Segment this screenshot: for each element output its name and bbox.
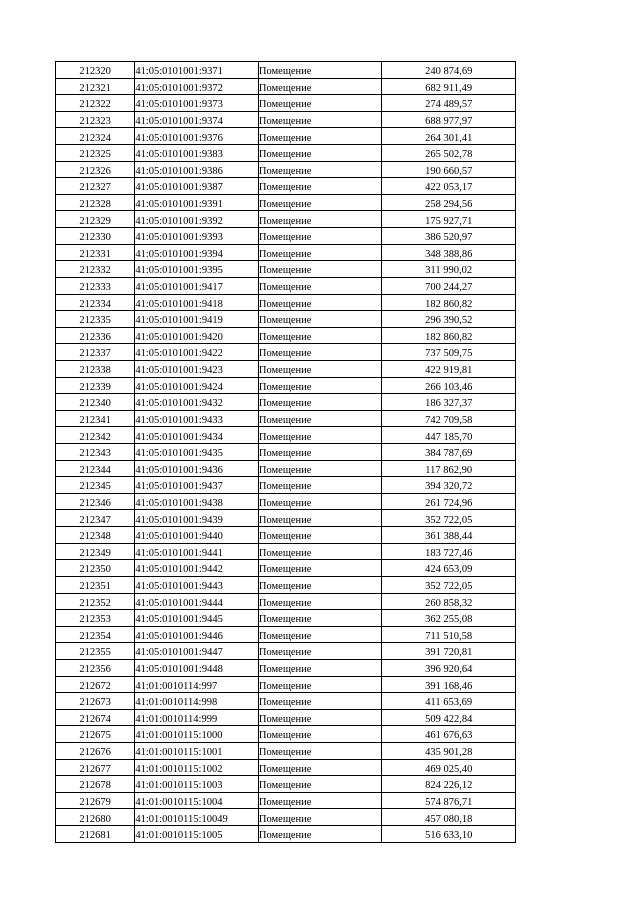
row-number-cell: 212352 (56, 593, 135, 610)
cadastral-value-cell: 384 787,69 (382, 444, 516, 461)
cadastral-value-cell: 411 653,69 (382, 693, 516, 710)
table-row (56, 709, 516, 726)
cadastral-value-cell: 742 709,58 (382, 410, 516, 427)
object-type-cell: Помещение (258, 444, 382, 461)
row-number-cell: 212675 (56, 726, 135, 743)
object-type-cell: Помещение (258, 543, 382, 560)
cadastral-number-cell: 41:05:0101001:9386 (135, 161, 259, 178)
row-number-cell: 212677 (56, 759, 135, 776)
row-number-cell: 212676 (56, 742, 135, 759)
object-type-cell: Помещение (258, 211, 382, 228)
object-type-cell: Помещение (258, 145, 382, 162)
object-type-cell: Помещение (258, 228, 382, 245)
object-type-cell: Помещение (258, 410, 382, 427)
cadastral-number-cell: 41:05:0101001:9418 (135, 294, 259, 311)
cadastral-number-cell: 41:05:0101001:9391 (135, 194, 259, 211)
row-number-cell: 212329 (56, 211, 135, 228)
cadastral-number-cell: 41:01:0010115:1000 (135, 726, 259, 743)
table-row (56, 676, 516, 693)
cadastral-value-cell: 175 927,71 (382, 211, 516, 228)
object-type-cell: Помещение (258, 327, 382, 344)
cadastral-number-cell: 41:01:0010114:997 (135, 676, 259, 693)
table-row (56, 610, 516, 627)
table-row (56, 444, 516, 461)
object-type-cell: Помещение (258, 510, 382, 527)
cadastral-number-cell: 41:05:0101001:9437 (135, 477, 259, 494)
object-type-cell: Помещение (258, 593, 382, 610)
table-row (56, 194, 516, 211)
table-row (56, 543, 516, 560)
table-row (56, 742, 516, 759)
table-row (56, 294, 516, 311)
cadastral-number-cell: 41:05:0101001:9374 (135, 111, 259, 128)
cadastral-value-cell: 700 244,27 (382, 277, 516, 294)
row-number-cell: 212344 (56, 460, 135, 477)
cadastral-value-table (55, 61, 516, 843)
object-type-cell: Помещение (258, 377, 382, 394)
object-type-cell: Помещение (258, 62, 382, 79)
row-number-cell: 212346 (56, 493, 135, 510)
table-row (56, 394, 516, 411)
row-number-cell: 212355 (56, 643, 135, 660)
cadastral-number-cell: 41:01:0010115:1001 (135, 742, 259, 759)
row-number-cell: 212354 (56, 626, 135, 643)
table-row (56, 360, 516, 377)
object-type-cell: Помещение (258, 809, 382, 826)
object-type-cell: Помещение (258, 311, 382, 328)
cadastral-value-cell: 688 977,97 (382, 111, 516, 128)
table-row (56, 277, 516, 294)
cadastral-value-cell: 516 633,10 (382, 826, 516, 843)
row-number-cell: 212326 (56, 161, 135, 178)
object-type-cell: Помещение (258, 493, 382, 510)
object-type-cell: Помещение (258, 626, 382, 643)
cadastral-number-cell: 41:05:0101001:9371 (135, 62, 259, 79)
object-type-cell: Помещение (258, 709, 382, 726)
cadastral-value-cell: 394 320,72 (382, 477, 516, 494)
object-type-cell: Помещение (258, 560, 382, 577)
object-type-cell: Помещение (258, 261, 382, 278)
cadastral-number-cell: 41:05:0101001:9438 (135, 493, 259, 510)
table-row (56, 626, 516, 643)
cadastral-value-cell: 260 858,32 (382, 593, 516, 610)
row-number-cell: 212328 (56, 194, 135, 211)
cadastral-value-cell: 422 053,17 (382, 178, 516, 195)
table-row (56, 377, 516, 394)
cadastral-number-cell: 41:05:0101001:9387 (135, 178, 259, 195)
row-number-cell: 212320 (56, 62, 135, 79)
table-row (56, 477, 516, 494)
row-number-cell: 212337 (56, 344, 135, 361)
cadastral-number-cell: 41:05:0101001:9422 (135, 344, 259, 361)
cadastral-number-cell: 41:01:0010115:1004 (135, 792, 259, 809)
object-type-cell: Помещение (258, 194, 382, 211)
object-type-cell: Помещение (258, 792, 382, 809)
object-type-cell: Помещение (258, 693, 382, 710)
cadastral-number-cell: 41:01:0010115:1003 (135, 776, 259, 793)
object-type-cell: Помещение (258, 394, 382, 411)
row-number-cell: 212332 (56, 261, 135, 278)
row-number-cell: 212343 (56, 444, 135, 461)
table-row (56, 643, 516, 660)
table-row (56, 809, 516, 826)
row-number-cell: 212338 (56, 360, 135, 377)
object-type-cell: Помещение (258, 244, 382, 261)
table-row (56, 111, 516, 128)
row-number-cell: 212330 (56, 228, 135, 245)
cadastral-number-cell: 41:05:0101001:9439 (135, 510, 259, 527)
cadastral-number-cell: 41:05:0101001:9432 (135, 394, 259, 411)
cadastral-value-cell: 386 520,97 (382, 228, 516, 245)
row-number-cell: 212356 (56, 659, 135, 676)
table-body (56, 62, 516, 843)
row-number-cell: 212333 (56, 277, 135, 294)
row-number-cell: 212672 (56, 676, 135, 693)
table-row (56, 261, 516, 278)
object-type-cell: Помещение (258, 477, 382, 494)
table-row (56, 759, 516, 776)
row-number-cell: 212339 (56, 377, 135, 394)
table-row (56, 493, 516, 510)
object-type-cell: Помещение (258, 776, 382, 793)
cadastral-value-cell: 457 080,18 (382, 809, 516, 826)
table-row (56, 311, 516, 328)
cadastral-number-cell: 41:05:0101001:9442 (135, 560, 259, 577)
cadastral-value-cell: 240 874,69 (382, 62, 516, 79)
row-number-cell: 212345 (56, 477, 135, 494)
object-type-cell: Помещение (258, 78, 382, 95)
row-number-cell: 212321 (56, 78, 135, 95)
table-row (56, 244, 516, 261)
cadastral-value-cell: 265 502,78 (382, 145, 516, 162)
cadastral-value-cell: 391 168,46 (382, 676, 516, 693)
table-row (56, 178, 516, 195)
table-row (56, 145, 516, 162)
object-type-cell: Помещение (258, 527, 382, 544)
cadastral-value-cell: 352 722,05 (382, 576, 516, 593)
cadastral-number-cell: 41:05:0101001:9444 (135, 593, 259, 610)
cadastral-value-cell: 183 727,46 (382, 543, 516, 560)
cadastral-value-cell: 352 722,05 (382, 510, 516, 527)
cadastral-number-cell: 41:05:0101001:9447 (135, 643, 259, 660)
object-type-cell: Помещение (258, 277, 382, 294)
row-number-cell: 212324 (56, 128, 135, 145)
cadastral-number-cell: 41:05:0101001:9448 (135, 659, 259, 676)
cadastral-number-cell: 41:05:0101001:9419 (135, 311, 259, 328)
object-type-cell: Помещение (258, 360, 382, 377)
row-number-cell: 212350 (56, 560, 135, 577)
cadastral-number-cell: 41:05:0101001:9420 (135, 327, 259, 344)
cadastral-value-cell: 186 327,37 (382, 394, 516, 411)
row-number-cell: 212335 (56, 311, 135, 328)
cadastral-value-cell: 362 255,08 (382, 610, 516, 627)
cadastral-value-cell: 361 388,44 (382, 527, 516, 544)
table-row (56, 792, 516, 809)
row-number-cell: 212679 (56, 792, 135, 809)
cadastral-number-cell: 41:05:0101001:9445 (135, 610, 259, 627)
row-number-cell: 212334 (56, 294, 135, 311)
table-row (56, 62, 516, 79)
object-type-cell: Помещение (258, 610, 382, 627)
cadastral-value-cell: 182 860,82 (382, 327, 516, 344)
table-row (56, 593, 516, 610)
table-row (56, 527, 516, 544)
object-type-cell: Помещение (258, 726, 382, 743)
cadastral-number-cell: 41:05:0101001:9372 (135, 78, 259, 95)
cadastral-number-cell: 41:05:0101001:9383 (135, 145, 259, 162)
row-number-cell: 212327 (56, 178, 135, 195)
cadastral-value-cell: 182 860,82 (382, 294, 516, 311)
cadastral-value-cell: 447 185,70 (382, 427, 516, 444)
cadastral-value-cell: 266 103,46 (382, 377, 516, 394)
row-number-cell: 212347 (56, 510, 135, 527)
row-number-cell: 212342 (56, 427, 135, 444)
cadastral-value-cell: 117 862,90 (382, 460, 516, 477)
object-type-cell: Помещение (258, 294, 382, 311)
cadastral-number-cell: 41:05:0101001:9392 (135, 211, 259, 228)
cadastral-value-cell: 258 294,56 (382, 194, 516, 211)
table-row (56, 128, 516, 145)
cadastral-value-cell: 396 920,64 (382, 659, 516, 676)
table-row (56, 427, 516, 444)
object-type-cell: Помещение (258, 659, 382, 676)
cadastral-value-cell: 737 509,75 (382, 344, 516, 361)
row-number-cell: 212680 (56, 809, 135, 826)
table-row (56, 460, 516, 477)
row-number-cell: 212681 (56, 826, 135, 843)
table-row (56, 161, 516, 178)
cadastral-value-cell: 469 025,40 (382, 759, 516, 776)
table-row (56, 95, 516, 112)
cadastral-number-cell: 41:05:0101001:9441 (135, 543, 259, 560)
cadastral-number-cell: 41:05:0101001:9434 (135, 427, 259, 444)
cadastral-number-cell: 41:01:0010115:10049 (135, 809, 259, 826)
cadastral-number-cell: 41:01:0010115:1002 (135, 759, 259, 776)
cadastral-number-cell: 41:05:0101001:9423 (135, 360, 259, 377)
object-type-cell: Помещение (258, 676, 382, 693)
table-row (56, 726, 516, 743)
object-type-cell: Помещение (258, 427, 382, 444)
cadastral-value-cell: 574 876,71 (382, 792, 516, 809)
table-row (56, 776, 516, 793)
table-row (56, 78, 516, 95)
cadastral-number-cell: 41:01:0010115:1005 (135, 826, 259, 843)
cadastral-number-cell: 41:05:0101001:9443 (135, 576, 259, 593)
object-type-cell: Помещение (258, 111, 382, 128)
cadastral-number-cell: 41:01:0010114:999 (135, 709, 259, 726)
row-number-cell: 212673 (56, 693, 135, 710)
object-type-cell: Помещение (258, 161, 382, 178)
table-row (56, 410, 516, 427)
table-row (56, 211, 516, 228)
cadastral-number-cell: 41:05:0101001:9435 (135, 444, 259, 461)
cadastral-number-cell: 41:05:0101001:9446 (135, 626, 259, 643)
table-row (56, 659, 516, 676)
object-type-cell: Помещение (258, 95, 382, 112)
cadastral-value-cell: 348 388,86 (382, 244, 516, 261)
row-number-cell: 212331 (56, 244, 135, 261)
object-type-cell: Помещение (258, 576, 382, 593)
cadastral-number-cell: 41:05:0101001:9417 (135, 277, 259, 294)
cadastral-number-cell: 41:01:0010114:998 (135, 693, 259, 710)
row-number-cell: 212325 (56, 145, 135, 162)
row-number-cell: 212351 (56, 576, 135, 593)
table-row (56, 560, 516, 577)
cadastral-number-cell: 41:05:0101001:9440 (135, 527, 259, 544)
row-number-cell: 212340 (56, 394, 135, 411)
table-row (56, 826, 516, 843)
object-type-cell: Помещение (258, 178, 382, 195)
row-number-cell: 212322 (56, 95, 135, 112)
row-number-cell: 212323 (56, 111, 135, 128)
cadastral-value-cell: 274 489,57 (382, 95, 516, 112)
cadastral-number-cell: 41:05:0101001:9424 (135, 377, 259, 394)
cadastral-value-cell: 509 422,84 (382, 709, 516, 726)
cadastral-value-cell: 435 901,28 (382, 742, 516, 759)
cadastral-number-cell: 41:05:0101001:9373 (135, 95, 259, 112)
row-number-cell: 212336 (56, 327, 135, 344)
row-number-cell: 212674 (56, 709, 135, 726)
cadastral-value-cell: 264 301,41 (382, 128, 516, 145)
cadastral-value-cell: 461 676,63 (382, 726, 516, 743)
row-number-cell: 212349 (56, 543, 135, 560)
table-row (56, 510, 516, 527)
table-row (56, 576, 516, 593)
object-type-cell: Помещение (258, 742, 382, 759)
cadastral-value-cell: 682 911,49 (382, 78, 516, 95)
object-type-cell: Помещение (258, 460, 382, 477)
object-type-cell: Помещение (258, 344, 382, 361)
cadastral-value-cell: 190 660,57 (382, 161, 516, 178)
cadastral-number-cell: 41:05:0101001:9395 (135, 261, 259, 278)
cadastral-value-cell: 422 919,81 (382, 360, 516, 377)
table-row (56, 327, 516, 344)
cadastral-value-cell: 391 720,81 (382, 643, 516, 660)
object-type-cell: Помещение (258, 759, 382, 776)
table-row (56, 693, 516, 710)
cadastral-value-cell: 824 226,12 (382, 776, 516, 793)
cadastral-number-cell: 41:05:0101001:9376 (135, 128, 259, 145)
table-row (56, 344, 516, 361)
cadastral-number-cell: 41:05:0101001:9433 (135, 410, 259, 427)
row-number-cell: 212348 (56, 527, 135, 544)
row-number-cell: 212341 (56, 410, 135, 427)
cadastral-number-cell: 41:05:0101001:9393 (135, 228, 259, 245)
cadastral-number-cell: 41:05:0101001:9394 (135, 244, 259, 261)
cadastral-value-cell: 296 390,52 (382, 311, 516, 328)
row-number-cell: 212353 (56, 610, 135, 627)
cadastral-value-cell: 424 653,09 (382, 560, 516, 577)
row-number-cell: 212678 (56, 776, 135, 793)
cadastral-number-cell: 41:05:0101001:9436 (135, 460, 259, 477)
table-row (56, 228, 516, 245)
object-type-cell: Помещение (258, 128, 382, 145)
object-type-cell: Помещение (258, 826, 382, 843)
cadastral-value-cell: 311 990,02 (382, 261, 516, 278)
cadastral-value-cell: 261 724,96 (382, 493, 516, 510)
cadastral-value-cell: 711 510,58 (382, 626, 516, 643)
object-type-cell: Помещение (258, 643, 382, 660)
